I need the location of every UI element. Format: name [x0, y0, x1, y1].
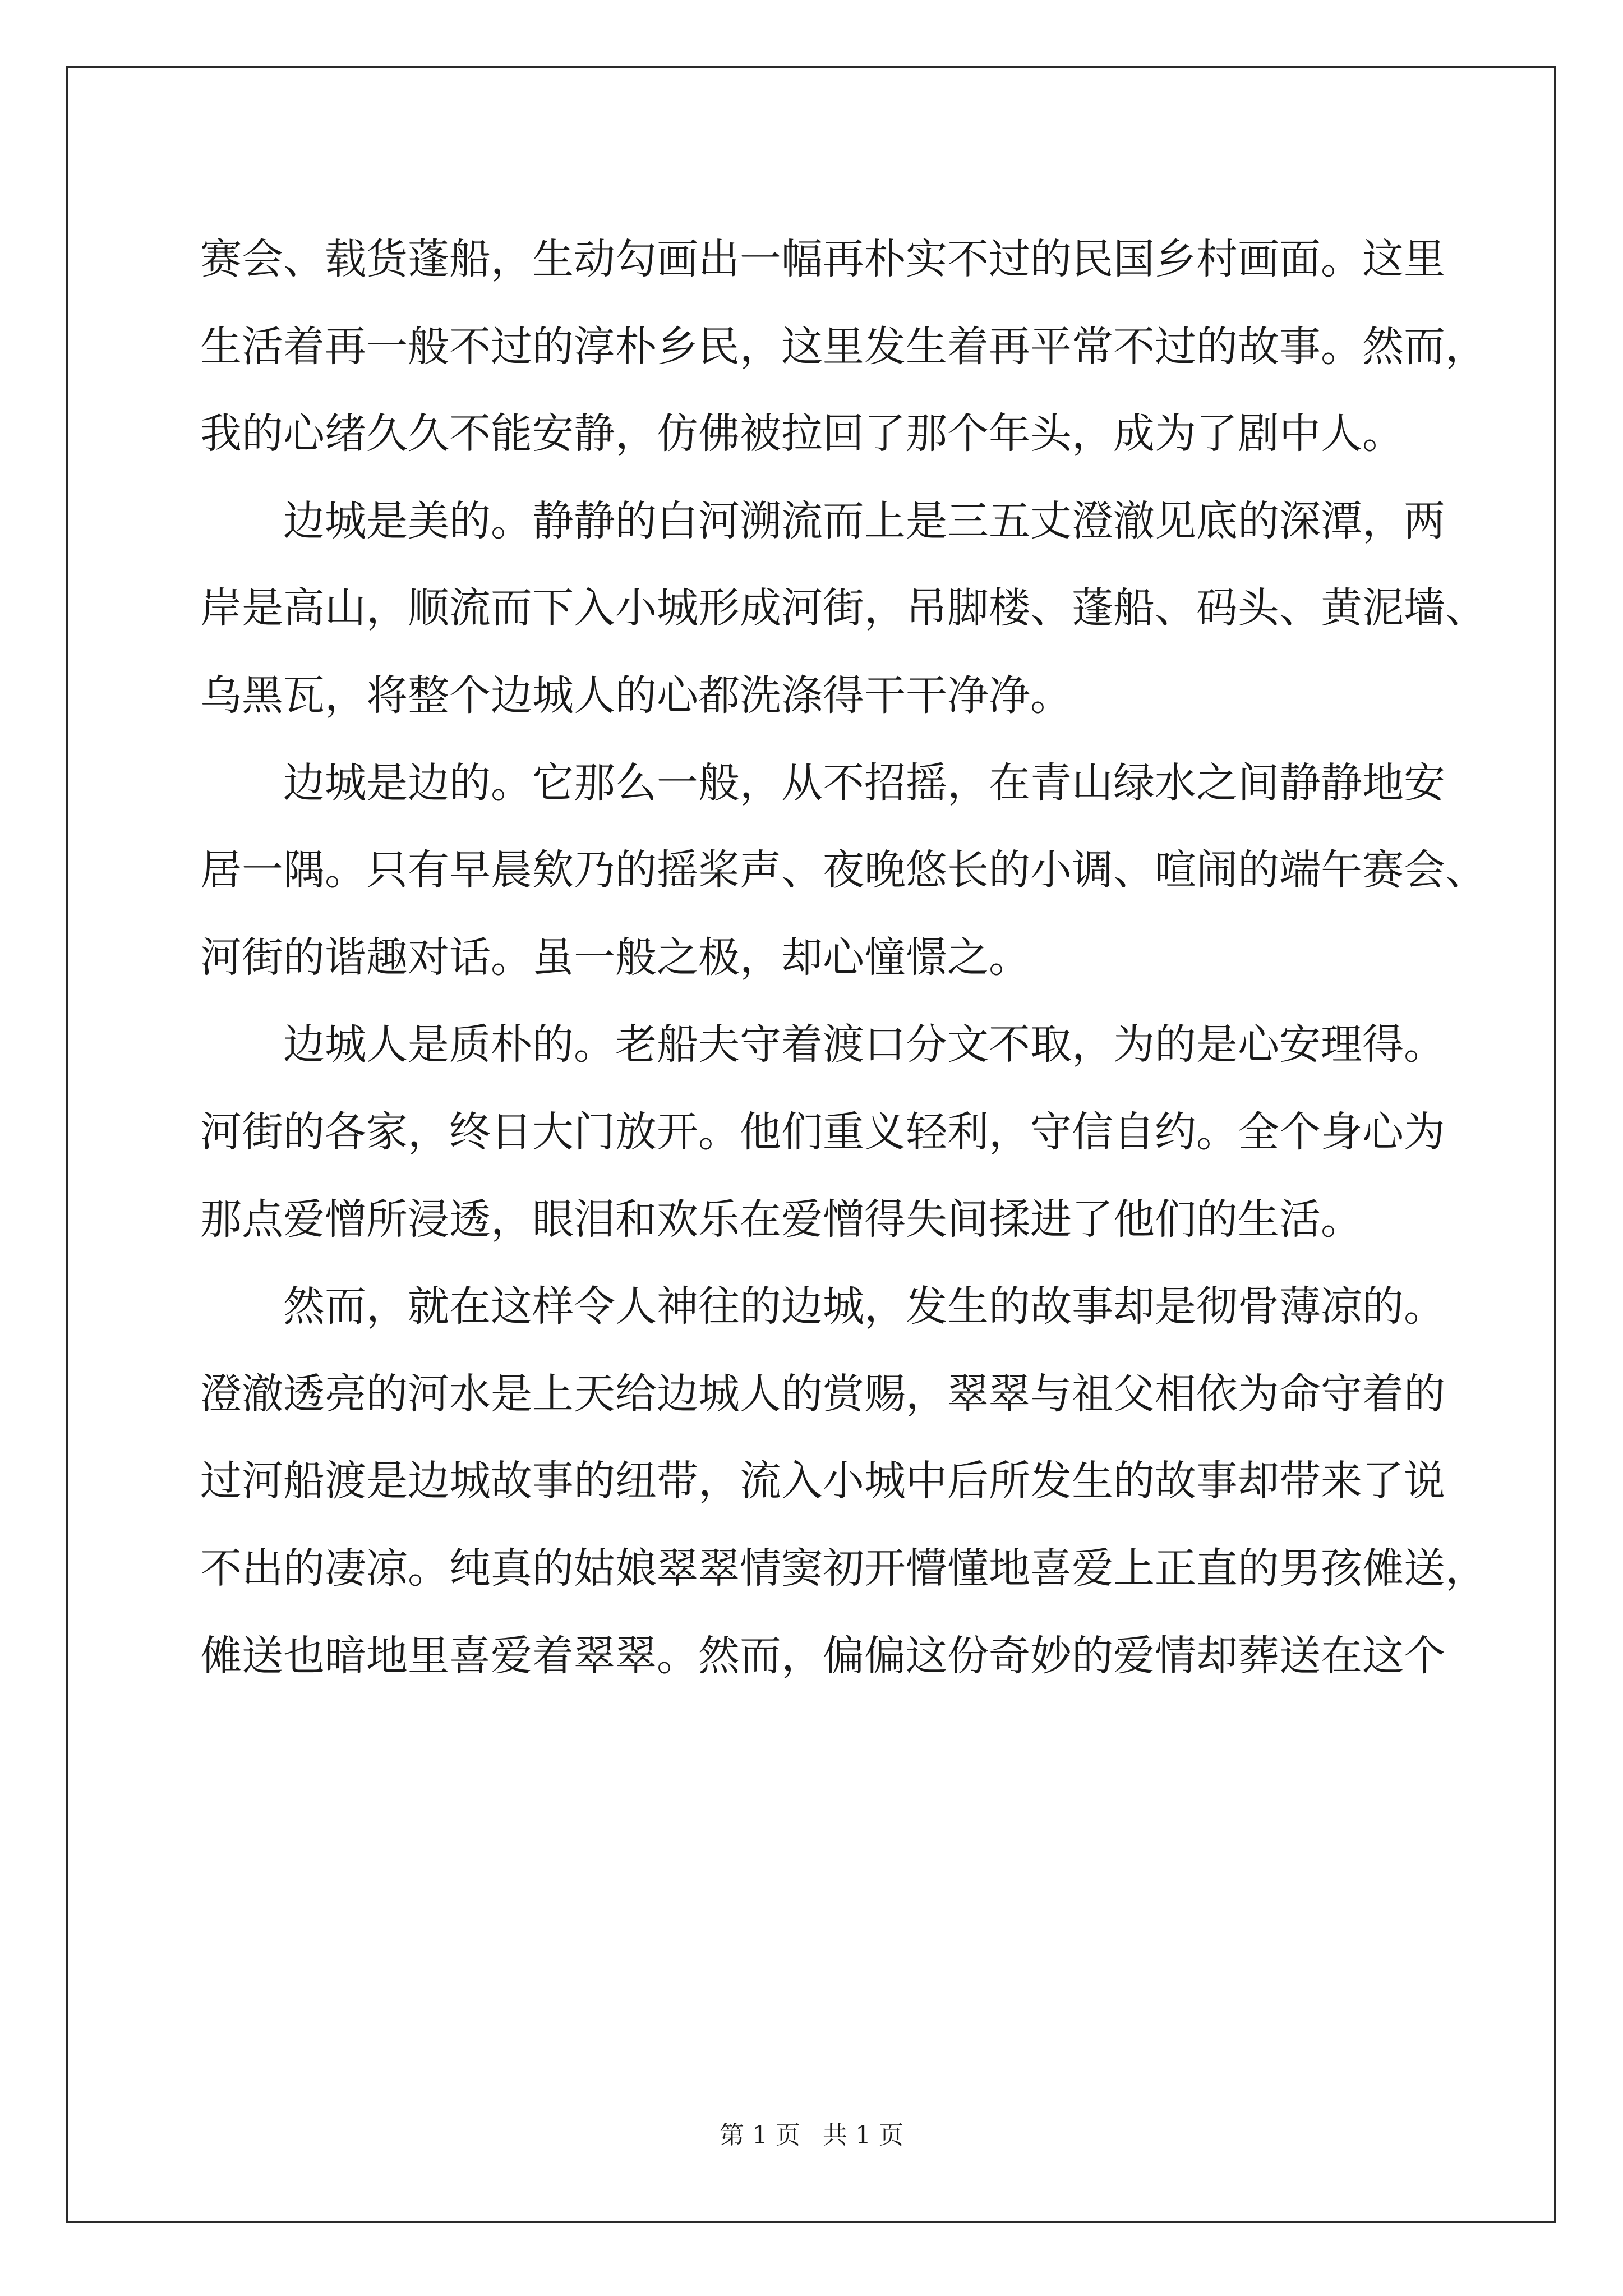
text-line: 赛会、载货蓬船，生动勾画出一幅再朴实不过的民国乡村画面。这里 [200, 235, 1445, 283]
text-line: 岸是高山，顺流而下入小城形成河街，吊脚楼、蓬船、码头、黄泥墙、 [200, 584, 1487, 633]
text-line: 那点爱憎所浸透，眼泪和欢乐在爱憎得失间揉进了他们的生活。 [200, 1195, 1362, 1244]
text-line: 居一隅。只有早晨欸乃的摇桨声、夜晚悠长的小调、喧闹的端午赛会、 [200, 846, 1487, 895]
total-pages: 共 1 页 [823, 2121, 903, 2150]
text-line: 乌黑瓦，将整个边城人的心都洗涤得干干净净。 [200, 671, 1072, 720]
text-line: 生活着再一般不过的淳朴乡民，这里发生着再平常不过的故事。然而， [200, 322, 1487, 371]
text-line: 河街的各家，终日大门放开。他们重义轻利，守信自约。全个身心为 [200, 1107, 1445, 1156]
text-line: 然而，就在这样令人神往的边城，发生的故事却是彻骨薄凉的。 [200, 1282, 1445, 1331]
page-number: 第 1 页 [720, 2121, 800, 2150]
text-line: 不出的凄凉。纯真的姑娘翠翠情窦初开懵懂地喜爱上正直的男孩傩送， [200, 1544, 1487, 1593]
text-line: 澄澈透亮的河水是上天给边城人的赏赐，翠翠与祖父相依为命守着的 [200, 1369, 1445, 1418]
text-line: 边城是美的。静静的白河溯流而上是三五丈澄澈见底的深潭，两 [200, 496, 1445, 545]
text-line: 傩送也暗地里喜爱着翠翠。然而，偏偏这份奇妙的爱情却葬送在这个 [200, 1631, 1445, 1680]
text-line: 边城是边的。它那么一般，从不招摇，在青山绿水之间静静地安 [200, 758, 1445, 807]
text-line: 过河船渡是边城故事的纽带，流入小城中后所发生的故事却带来了说 [200, 1457, 1445, 1506]
document-body [200, 216, 1487, 1700]
text-line: 边城人是质朴的。老船夫守着渡口分文不取，为的是心安理得。 [200, 1020, 1445, 1069]
text-line: 河街的谐趣对话。虽一般之极，却心憧憬之。 [200, 933, 1030, 982]
page-footer [0, 2115, 1623, 2151]
text-line: 我的心绪久久不能安静，仿佛被拉回了那个年头，成为了剧中人。 [200, 409, 1404, 458]
